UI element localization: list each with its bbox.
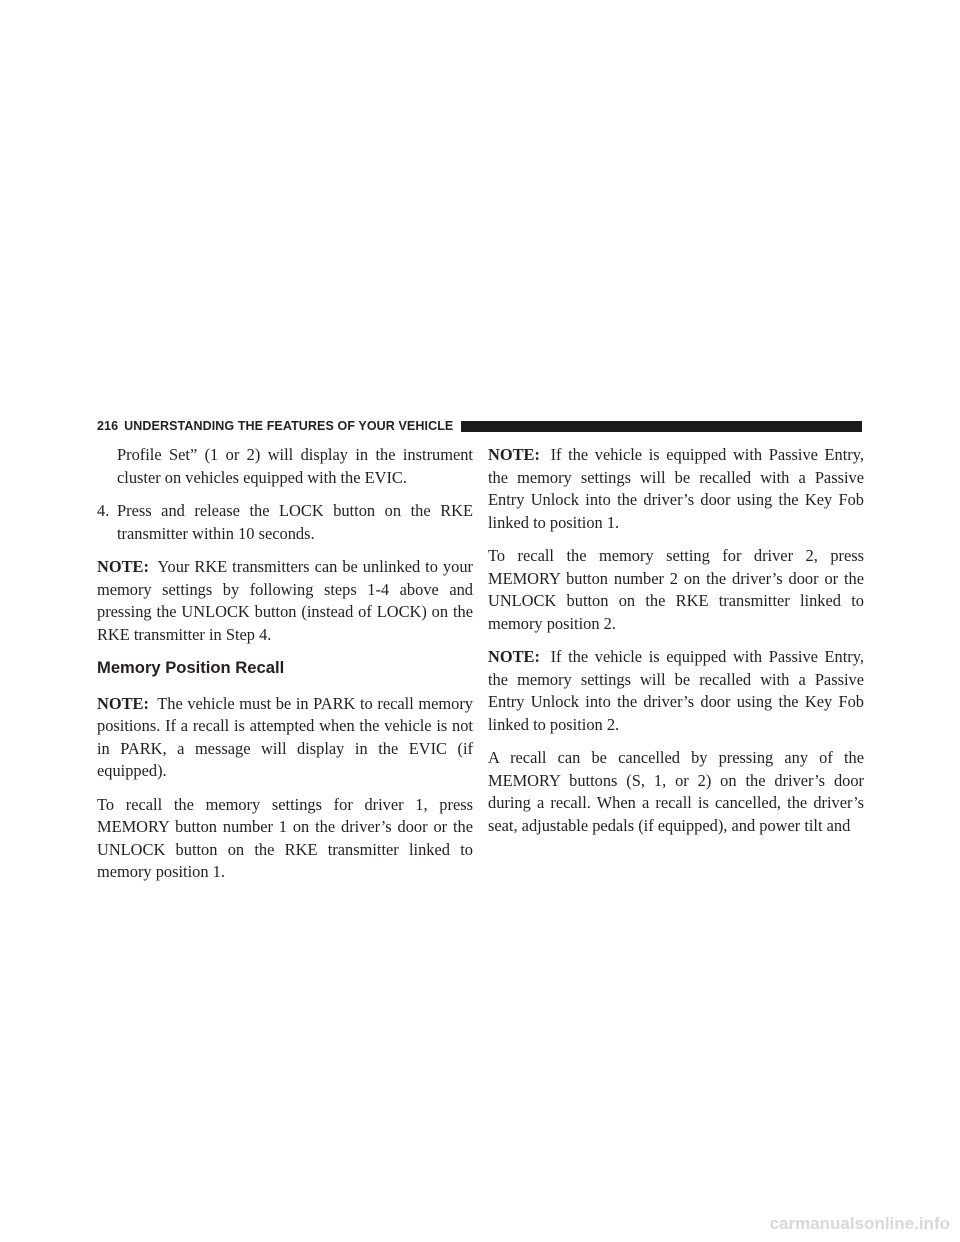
note-text: The vehicle must be in PARK to recall memory positions. If a recall is attempted when the vehicle is not in PARK, a message will display in the EVIC (if equipped). — [97, 693, 473, 780]
step-4-number: 4. — [97, 501, 110, 520]
step-3-continuation: Profile Set” (1 or 2) will display in the instrument cluster on vehicles equipped with the EVIC. — [117, 445, 473, 487]
running-head: UNDERSTANDING THE FEATURES OF YOUR VEHICLE — [124, 419, 454, 433]
watermark-url: carmanualsonline.info — [769, 1214, 950, 1233]
note-unlink — [97, 556, 473, 646]
note-label: NOTE: — [488, 445, 540, 464]
note-label: NOTE: — [488, 647, 540, 666]
step-4 — [97, 500, 473, 545]
paragraph-driver-1: To recall the memory settings for driver 1, press MEMORY button number 1 on the driver’s door or the UNLOCK button on the RKE transmitter linked to memory position 1. — [97, 794, 473, 881]
note-passive-entry-1 — [488, 444, 864, 534]
step-4-text: Press and release the LOCK button on the RKE transmitter within 10 seconds. — [117, 501, 473, 543]
note-label: NOTE: — [97, 693, 149, 713]
note-passive-entry-2 — [488, 646, 864, 736]
right-column — [488, 444, 864, 848]
page-number: 216 — [97, 419, 119, 433]
note-label: NOTE: — [97, 557, 149, 576]
paragraph-driver-2: To recall the memory setting for driver 2, press MEMORY button number 2 on the driver’s door or the UNLOCK button on the RKE transmitter linked to memory position 2. — [488, 546, 864, 633]
note-park — [97, 693, 473, 783]
left-column — [97, 444, 473, 895]
note-text: Your RKE transmitters can be unlinked to your memory settings by following steps 1-4 above and pressing the UNLOCK button (instead of LOCK) on the RKE transmitter in Step 4. — [97, 557, 473, 644]
note-text: If the vehicle is equipped with Passive Entry, the memory settings will be recalled with a Passive Entry Unlock into the driver’s door using the Key Fob linked to position 2. — [488, 647, 864, 734]
header-rule — [461, 421, 862, 432]
page-header — [97, 416, 862, 436]
section-heading-memory-recall: Memory Position Recall — [97, 658, 285, 677]
note-text: If the vehicle is equipped with Passive Entry, the memory settings will be recalled with a Passive Entry Unlock into the driver’s door using the Key Fob linked to position 1. — [488, 445, 864, 532]
paragraph-cancel-recall: A recall can be cancelled by pressing any of the MEMORY buttons (S, 1, or 2) on the driver’s door during a recall. When a recall is cancelled, the driver’s seat, adjustable pedals (if equipped), and power tilt and — [488, 748, 864, 835]
